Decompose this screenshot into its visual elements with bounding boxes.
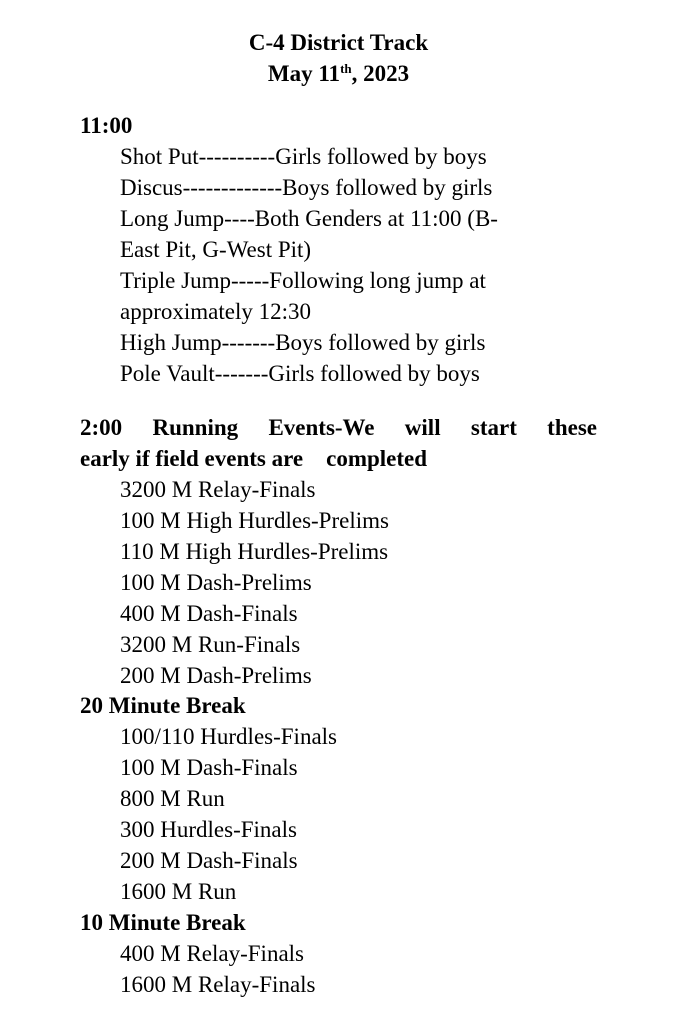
running-events-heading: 2:00 Running Events-We will start these [80, 415, 597, 440]
field-event-line: approximately 12:30 [120, 299, 311, 324]
field-event-line: Long Jump----Both Genders at 11:00 (B- [120, 206, 498, 231]
date-rest: , 2023 [351, 61, 410, 86]
field-events-heading: 11:00 [80, 113, 133, 138]
running-event-item: 400 M Dash-Finals [120, 601, 298, 626]
running-event-item: 110 M High Hurdles-Prelims [120, 539, 389, 564]
final-event-item: 100/110 Hurdles-Finals [120, 724, 337, 749]
event-date [0, 58, 677, 92]
final-event-item: 100 M Dash-Finals [120, 755, 298, 780]
date-suffix: th [340, 61, 352, 76]
running-event-item: 100 M High Hurdles-Prelims [120, 508, 389, 533]
ten-minute-break-heading: 10 Minute Break [80, 910, 246, 935]
running-events-heading-continued: early if field events are completed [80, 446, 428, 471]
field-event-line: High Jump-------Boys followed by girls [120, 330, 486, 355]
final-event-item: 1600 M Run [120, 879, 237, 904]
date-prefix: May 11 [267, 61, 341, 86]
running-event-item: 100 M Dash-Prelims [120, 570, 312, 595]
document-title: C-4 District Track [248, 30, 429, 55]
field-event-line: East Pit, G-West Pit) [120, 237, 312, 262]
field-event-line: Triple Jump-----Following long jump at [120, 268, 486, 293]
twenty-minute-break-heading: 20 Minute Break [80, 693, 246, 718]
final-event-item: 800 M Run [120, 786, 225, 811]
field-event-line: Shot Put----------Girls followed by boys [120, 144, 487, 169]
running-event-item: 200 M Dash-Prelims [120, 663, 312, 688]
final-event-item: 200 M Dash-Finals [120, 848, 298, 873]
final-event-item: 300 Hurdles-Finals [120, 817, 297, 842]
relay-event-item: 1600 M Relay-Finals [120, 972, 316, 997]
field-event-line: Pole Vault-------Girls followed by boys [120, 361, 480, 386]
running-event-item: 3200 M Relay-Finals [120, 477, 316, 502]
field-event-line: Discus-------------Boys followed by girls [120, 175, 493, 200]
running-event-item: 3200 M Run-Finals [120, 632, 301, 657]
relay-event-item: 400 M Relay-Finals [120, 941, 304, 966]
